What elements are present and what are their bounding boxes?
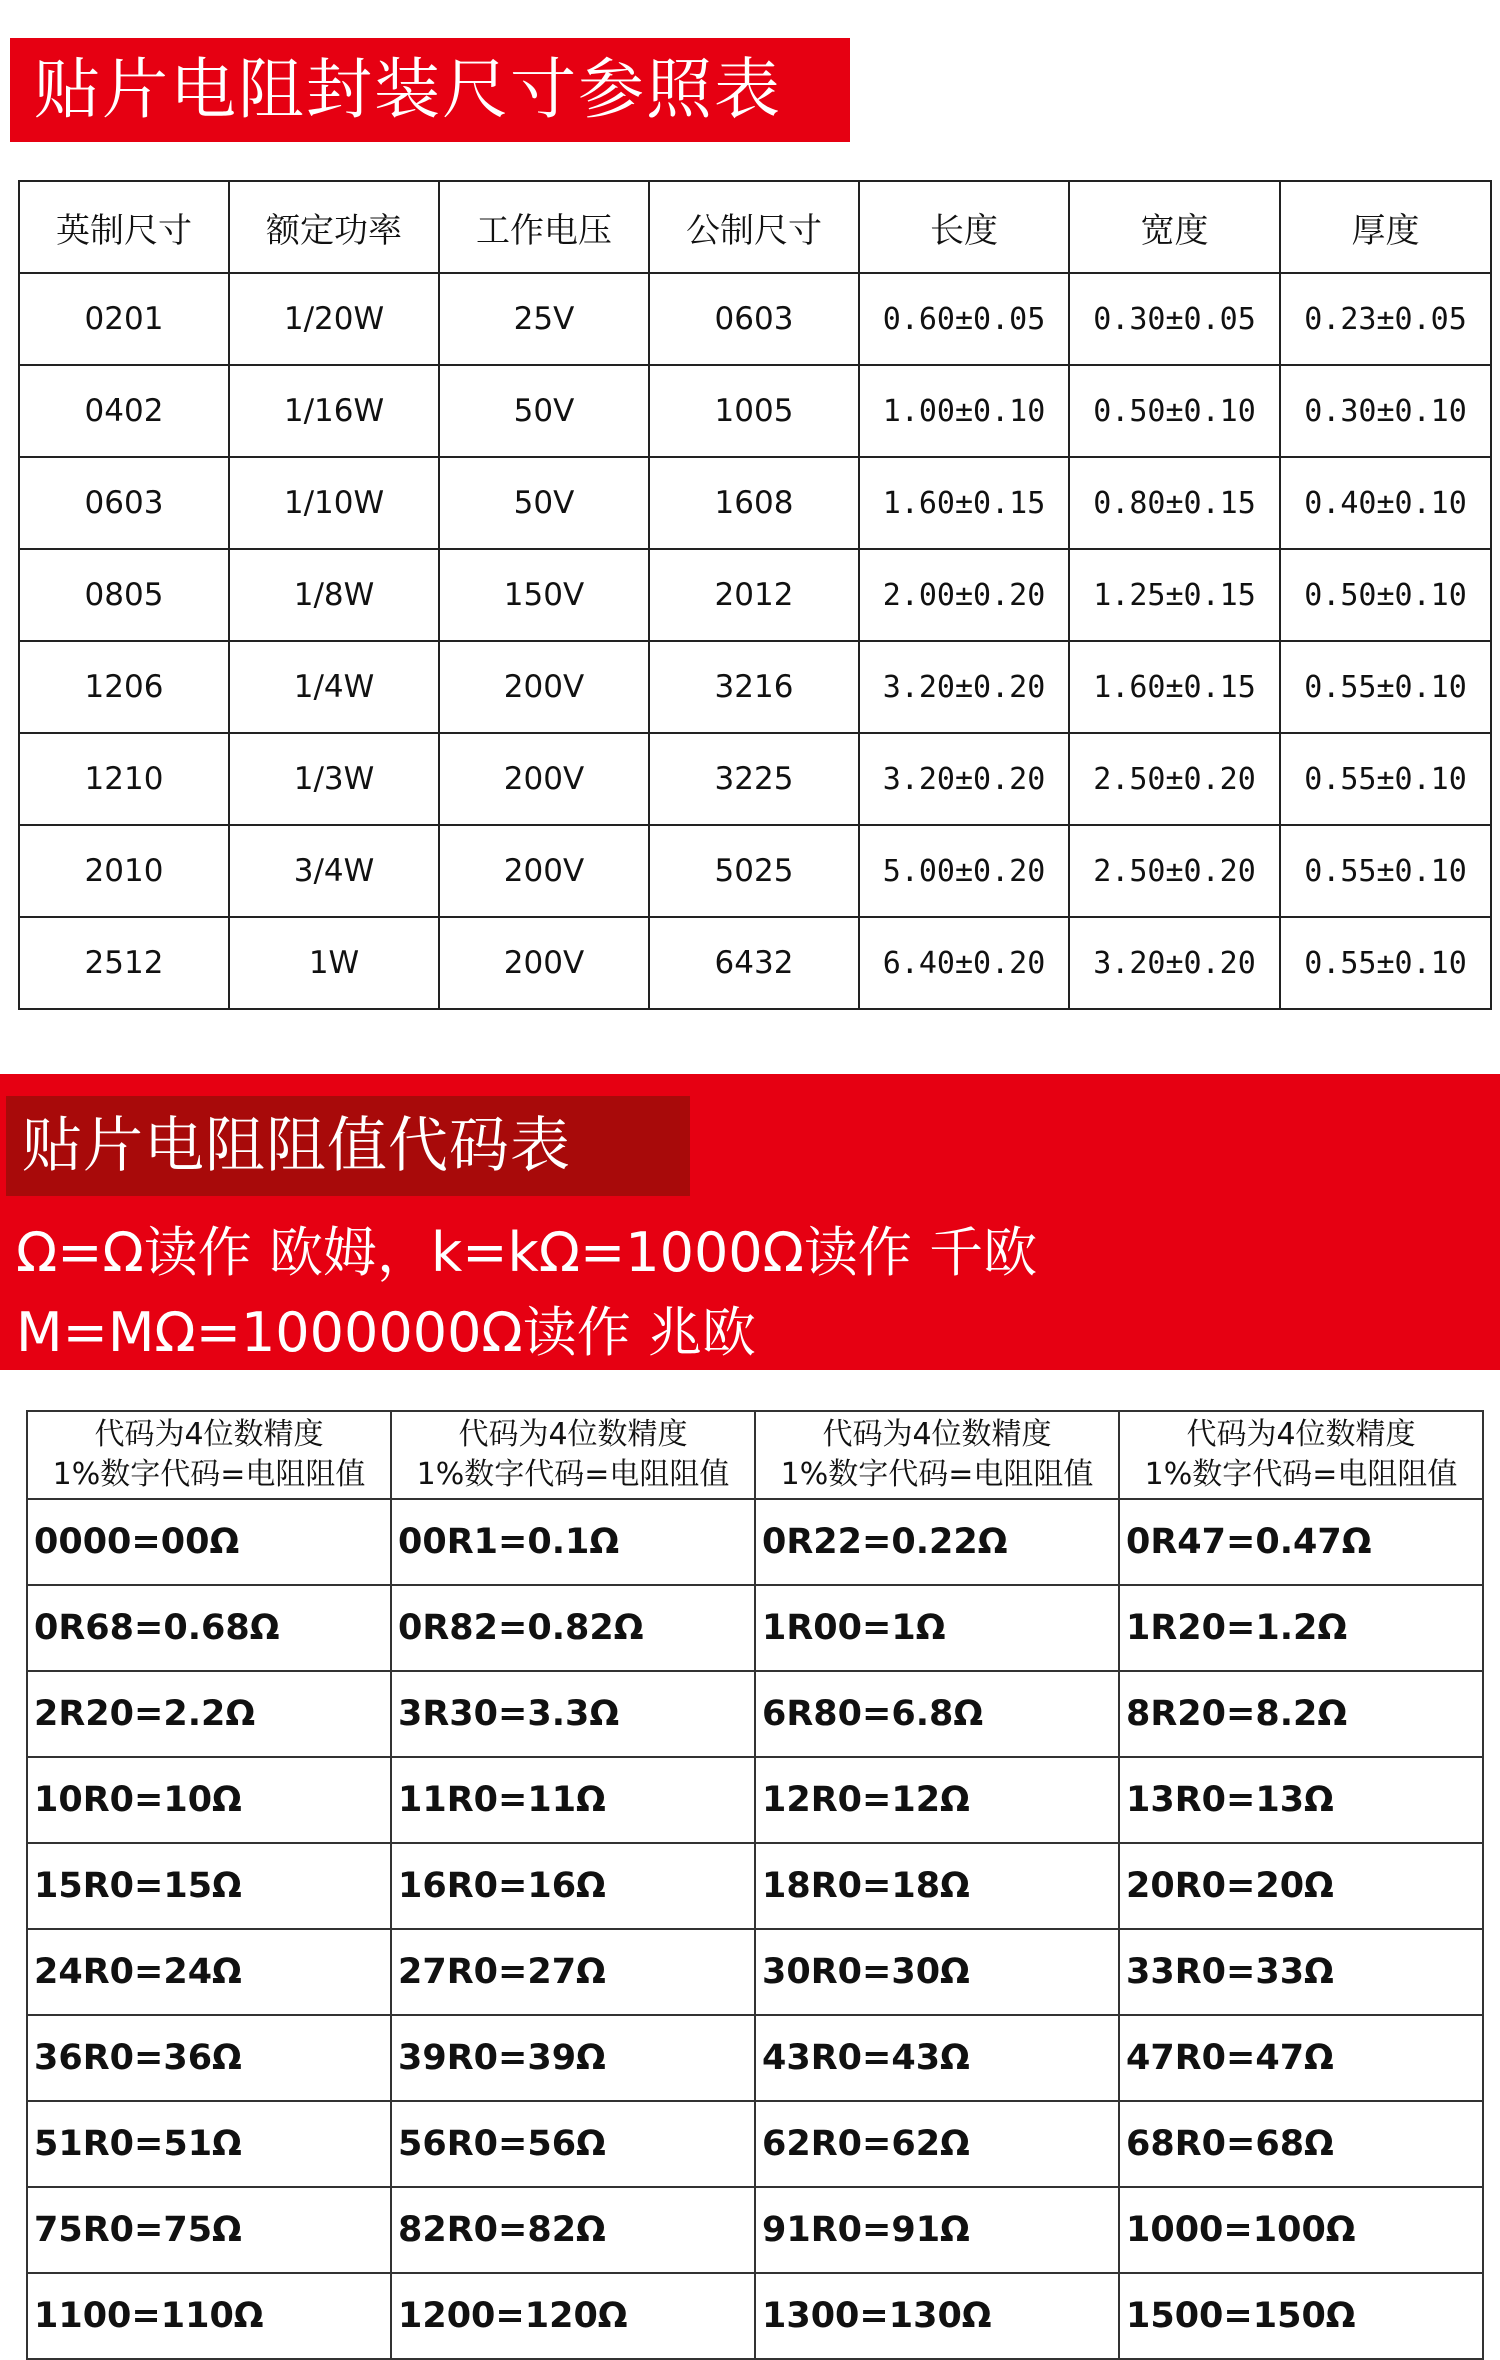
size-table-cell: 0.23±0.05 (1280, 273, 1491, 365)
size-table-cell: 1.25±0.15 (1069, 549, 1280, 641)
code-table-header-line-2: 1%数字代码=电阻阻值 (416, 1457, 730, 1492)
code-table-cell: 2R20=2.2Ω (27, 1671, 391, 1757)
table-row (27, 1843, 1483, 1929)
code-table-cell: 15R0=15Ω (27, 1843, 391, 1929)
code-table-cell: 1200=120Ω (391, 2273, 755, 2359)
size-table-cell: 5025 (649, 825, 859, 917)
code-table-cell: 0R22=0.22Ω (755, 1499, 1119, 1585)
code-table-header-cell (391, 1411, 755, 1499)
size-table-cell: 0.40±0.10 (1280, 457, 1491, 549)
size-table-cell: 2012 (649, 549, 859, 641)
table-row (27, 1585, 1483, 1671)
size-table-cell: 0.50±0.10 (1280, 549, 1491, 641)
table-row (27, 1929, 1483, 2015)
code-table-cell: 36R0=36Ω (27, 2015, 391, 2101)
code-table-cell: 51R0=51Ω (27, 2101, 391, 2187)
code-table-cell: 6R80=6.8Ω (755, 1671, 1119, 1757)
code-table-cell: 1R00=1Ω (755, 1585, 1119, 1671)
size-table-cell: 3216 (649, 641, 859, 733)
code-table-cell: 00R1=0.1Ω (391, 1499, 755, 1585)
size-table-cell: 2010 (19, 825, 229, 917)
table-row (27, 1757, 1483, 1843)
size-table-title: 贴片电阻封装尺寸参照表 (10, 38, 850, 142)
size-table-cell: 50V (439, 457, 649, 549)
size-table-cell: 2.50±0.20 (1069, 825, 1280, 917)
package-size-table-body (19, 181, 1491, 1009)
size-table-header-cell: 宽度 (1069, 181, 1280, 273)
table-row (19, 273, 1491, 365)
code-table-cell: 47R0=47Ω (1119, 2015, 1483, 2101)
code-table-cell: 20R0=20Ω (1119, 1843, 1483, 1929)
size-table-cell: 0.60±0.05 (859, 273, 1069, 365)
code-table-header-cell (755, 1411, 1119, 1499)
size-table-cell: 3/4W (229, 825, 439, 917)
size-table-cell: 1.60±0.15 (859, 457, 1069, 549)
size-table-cell: 200V (439, 825, 649, 917)
size-table-cell: 1/16W (229, 365, 439, 457)
size-table-cell: 1005 (649, 365, 859, 457)
size-table-header-cell: 额定功率 (229, 181, 439, 273)
size-table-cell: 0402 (19, 365, 229, 457)
resistance-code-table (26, 1410, 1484, 2360)
size-table-header-cell: 长度 (859, 181, 1069, 273)
size-table-cell: 0.30±0.10 (1280, 365, 1491, 457)
unit-note-line-1: Ω=Ω读作 欧姆，k=kΩ=1000Ω读作 千欧 (16, 1221, 1038, 1284)
code-table-cell: 18R0=18Ω (755, 1843, 1119, 1929)
code-table-cell: 62R0=62Ω (755, 2101, 1119, 2187)
table-row (27, 2015, 1483, 2101)
table-row (19, 365, 1491, 457)
size-table-cell: 1608 (649, 457, 859, 549)
code-table-header-line-2: 1%数字代码=电阻阻值 (1144, 1457, 1458, 1492)
size-table-header-cell: 公制尺寸 (649, 181, 859, 273)
code-table-cell: 13R0=13Ω (1119, 1757, 1483, 1843)
code-table-cell: 3R30=3.3Ω (391, 1671, 755, 1757)
code-table-cell: 12R0=12Ω (755, 1757, 1119, 1843)
size-table-cell: 3.20±0.20 (859, 733, 1069, 825)
size-table-cell: 50V (439, 365, 649, 457)
size-table-cell: 0603 (19, 457, 229, 549)
size-table-cell: 25V (439, 273, 649, 365)
package-size-table (18, 180, 1492, 1010)
code-table-cell: 1000=100Ω (1119, 2187, 1483, 2273)
size-table-cell: 1/3W (229, 733, 439, 825)
size-table-header-cell: 工作电压 (439, 181, 649, 273)
code-table-cell: 11R0=11Ω (391, 1757, 755, 1843)
size-table-cell: 1/20W (229, 273, 439, 365)
code-table-header-line-1: 代码为4位数精度 (94, 1417, 324, 1452)
size-table-cell: 2.00±0.20 (859, 549, 1069, 641)
code-table-cell: 16R0=16Ω (391, 1843, 755, 1929)
code-table-cell: 91R0=91Ω (755, 2187, 1119, 2273)
code-table-header-row (27, 1411, 1483, 1499)
code-table-cell: 39R0=39Ω (391, 2015, 755, 2101)
code-table-cell: 0000=00Ω (27, 1499, 391, 1585)
code-table-cell: 27R0=27Ω (391, 1929, 755, 2015)
code-table-cell: 1100=110Ω (27, 2273, 391, 2359)
code-table-cell: 56R0=56Ω (391, 2101, 755, 2187)
code-table-cell: 0R47=0.47Ω (1119, 1499, 1483, 1585)
table-row (27, 2101, 1483, 2187)
code-table-cell: 33R0=33Ω (1119, 1929, 1483, 2015)
code-table-cell: 0R82=0.82Ω (391, 1585, 755, 1671)
size-table-cell: 0.80±0.15 (1069, 457, 1280, 549)
size-table-cell: 5.00±0.20 (859, 825, 1069, 917)
code-table-header-line-2: 1%数字代码=电阻阻值 (780, 1457, 1094, 1492)
size-table-cell: 0.50±0.10 (1069, 365, 1280, 457)
size-table-cell: 1/4W (229, 641, 439, 733)
size-table-cell: 1/10W (229, 457, 439, 549)
code-table-cell: 8R20=8.2Ω (1119, 1671, 1483, 1757)
table-row (19, 825, 1491, 917)
code-table-cell: 1500=150Ω (1119, 2273, 1483, 2359)
size-table-header-row (19, 181, 1491, 273)
size-table-cell: 1210 (19, 733, 229, 825)
size-table-cell: 6432 (649, 917, 859, 1009)
size-table-cell: 2512 (19, 917, 229, 1009)
table-row (19, 917, 1491, 1009)
code-table-header-line-1: 代码为4位数精度 (1186, 1417, 1416, 1452)
size-table-cell: 1206 (19, 641, 229, 733)
table-row (19, 733, 1491, 825)
code-table-cell: 10R0=10Ω (27, 1757, 391, 1843)
code-table-cell: 43R0=43Ω (755, 2015, 1119, 2101)
size-table-header-cell: 英制尺寸 (19, 181, 229, 273)
size-table-cell: 0.55±0.10 (1280, 825, 1491, 917)
size-table-cell: 3225 (649, 733, 859, 825)
size-table-cell: 1.00±0.10 (859, 365, 1069, 457)
table-row (27, 1671, 1483, 1757)
code-table-title: 贴片电阻阻值代码表 (6, 1096, 690, 1196)
size-table-cell: 200V (439, 733, 649, 825)
code-table-cell: 1300=130Ω (755, 2273, 1119, 2359)
unit-note-line-2: M=MΩ=1000000Ω读作 兆欧 (16, 1301, 756, 1364)
size-table-cell: 0603 (649, 273, 859, 365)
code-table-header-line-2: 1%数字代码=电阻阻值 (52, 1457, 366, 1492)
size-table-cell: 0201 (19, 273, 229, 365)
code-table-cell: 82R0=82Ω (391, 2187, 755, 2273)
code-table-header-cell (27, 1411, 391, 1499)
resistance-code-table-body (27, 1411, 1483, 2359)
size-table-cell: 1/8W (229, 549, 439, 641)
size-table-cell: 200V (439, 917, 649, 1009)
size-table-cell: 2.50±0.20 (1069, 733, 1280, 825)
table-row (19, 549, 1491, 641)
size-table-cell: 3.20±0.20 (859, 641, 1069, 733)
code-table-cell: 0R68=0.68Ω (27, 1585, 391, 1671)
size-table-cell: 0805 (19, 549, 229, 641)
table-row (19, 641, 1491, 733)
code-table-cell: 24R0=24Ω (27, 1929, 391, 2015)
size-table-cell: 0.55±0.10 (1280, 917, 1491, 1009)
size-table-cell: 3.20±0.20 (1069, 917, 1280, 1009)
code-table-cell: 68R0=68Ω (1119, 2101, 1483, 2187)
size-table-cell: 0.55±0.10 (1280, 733, 1491, 825)
size-table-header-cell: 厚度 (1280, 181, 1491, 273)
table-row (27, 1499, 1483, 1585)
size-table-cell: 0.30±0.05 (1069, 273, 1280, 365)
code-table-header-line-1: 代码为4位数精度 (458, 1417, 688, 1452)
code-table-header-cell (1119, 1411, 1483, 1499)
size-table-cell: 200V (439, 641, 649, 733)
size-table-cell: 0.55±0.10 (1280, 641, 1491, 733)
size-table-cell: 150V (439, 549, 649, 641)
code-table-cell: 30R0=30Ω (755, 1929, 1119, 2015)
size-table-cell: 1.60±0.15 (1069, 641, 1280, 733)
code-table-cell: 75R0=75Ω (27, 2187, 391, 2273)
code-table-cell: 1R20=1.2Ω (1119, 1585, 1483, 1671)
table-row (27, 2273, 1483, 2359)
size-table-cell: 1W (229, 917, 439, 1009)
code-table-header-line-1: 代码为4位数精度 (822, 1417, 1052, 1452)
table-row (19, 457, 1491, 549)
table-row (27, 2187, 1483, 2273)
size-table-cell: 6.40±0.20 (859, 917, 1069, 1009)
